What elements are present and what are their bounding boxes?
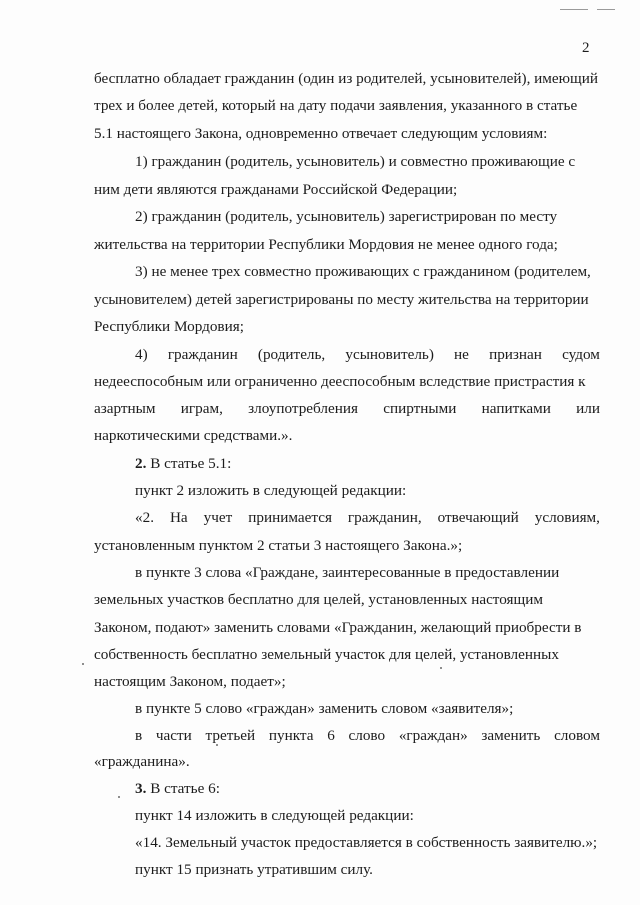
text-line: настоящим Законом, подает»; — [94, 673, 286, 690]
page-number: 2 — [582, 40, 590, 56]
word: 6 — [327, 727, 335, 744]
word: принимается — [248, 509, 332, 526]
word: судом — [562, 346, 600, 363]
text-line: наркотическими средствами.». — [94, 427, 293, 444]
text-line — [135, 345, 600, 365]
text-line: усыновителем) детей зарегистрированы по месту жительства на территории — [94, 291, 589, 308]
scan-edge-mark — [597, 9, 615, 10]
word: 4) — [135, 346, 148, 363]
word: усыновитель) — [345, 346, 434, 363]
word: спиртными — [383, 400, 457, 417]
word: слово — [348, 727, 386, 744]
text-line — [135, 726, 600, 746]
text-line: установленным пунктом 2 статьи 3 настоящего Закона.»; — [94, 537, 463, 554]
scan-speck — [440, 667, 442, 669]
section-heading — [135, 454, 231, 474]
word: заменить — [481, 727, 541, 744]
word: признан — [489, 346, 542, 363]
text-line: пункт 15 признать утратившим силу. — [135, 861, 373, 878]
text-line: «14. Земельный участок предоставляется в собственность заявителю.»; — [135, 834, 598, 851]
word: не — [454, 346, 469, 363]
word: азартным — [94, 400, 156, 417]
text-line — [135, 508, 600, 528]
word: или — [576, 400, 600, 417]
text-line: в пункте 5 слово «граждан» заменить словом «заявителя»; — [135, 700, 514, 717]
section-text: В статье 6: — [146, 780, 220, 797]
word: «граждан» — [398, 727, 468, 744]
text-line: собственность бесплатно земельный участок для целей, установленных — [94, 646, 559, 663]
text-line: 5.1 настоящего Закона, одновременно отвечает следующим условиям: — [94, 125, 548, 142]
text-line — [94, 399, 600, 419]
word: учет — [203, 509, 233, 526]
word: третьей — [205, 727, 256, 744]
text-line: Законом, подают» заменить словами «Гражданин, желающий приобрести в — [94, 619, 582, 636]
word: отвечающий — [437, 509, 519, 526]
section-number: 3. — [135, 780, 147, 797]
text-line: бесплатно обладает гражданин (один из родителей, усыновителей), имеющий — [94, 70, 598, 87]
word: словом — [554, 727, 600, 744]
word: играм, — [180, 400, 223, 417]
text-line: трех и более детей, который на дату подачи заявления, указанного в статье — [94, 97, 578, 114]
word: «2. — [135, 509, 154, 526]
section-number: 2. — [135, 455, 147, 472]
word: злоупотребления — [248, 400, 358, 417]
scan-speck — [118, 796, 120, 798]
word: гражданин, — [347, 509, 422, 526]
scan-speck — [216, 744, 218, 746]
word: части — [155, 727, 192, 744]
text-line: пункт 14 изложить в следующей редакции: — [135, 807, 414, 824]
word: (родитель, — [257, 346, 326, 363]
text-line: земельных участков бесплатно для целей, установленных настоящим — [94, 591, 543, 608]
section-text: В статье 5.1: — [146, 455, 232, 472]
word: напитками — [481, 400, 551, 417]
text-line: 3) не менее трех совместно проживающих с гражданином (родителем, — [135, 263, 591, 280]
scan-edge-mark — [560, 9, 588, 10]
text-line: 1) гражданин (родитель, усыновитель) и совместно проживающие с — [135, 153, 576, 170]
word: гражданин — [167, 346, 238, 363]
word: На — [169, 509, 188, 526]
text-line: недееспособным или ограниченно дееспособным вследствие пристрастия к — [94, 373, 586, 390]
section-heading — [135, 779, 220, 799]
text-line: «гражданина». — [94, 753, 190, 770]
text-line: пункт 2 изложить в следующей редакции: — [135, 482, 407, 499]
text-line: жительства на территории Республики Мордовия не менее одного года; — [94, 236, 558, 253]
text-line: ним дети являются гражданами Российской Федерации; — [94, 181, 458, 198]
text-line: Республики Мордовия; — [94, 318, 244, 335]
word: в — [135, 727, 143, 744]
word: пункта — [268, 727, 314, 744]
text-line: 2) гражданин (родитель, усыновитель) зарегистрирован по месту — [135, 208, 558, 225]
word: условиям, — [534, 509, 600, 526]
text-line: в пункте 3 слова «Граждане, заинтересованные в предоставлении — [135, 564, 560, 581]
scan-speck — [82, 663, 84, 665]
